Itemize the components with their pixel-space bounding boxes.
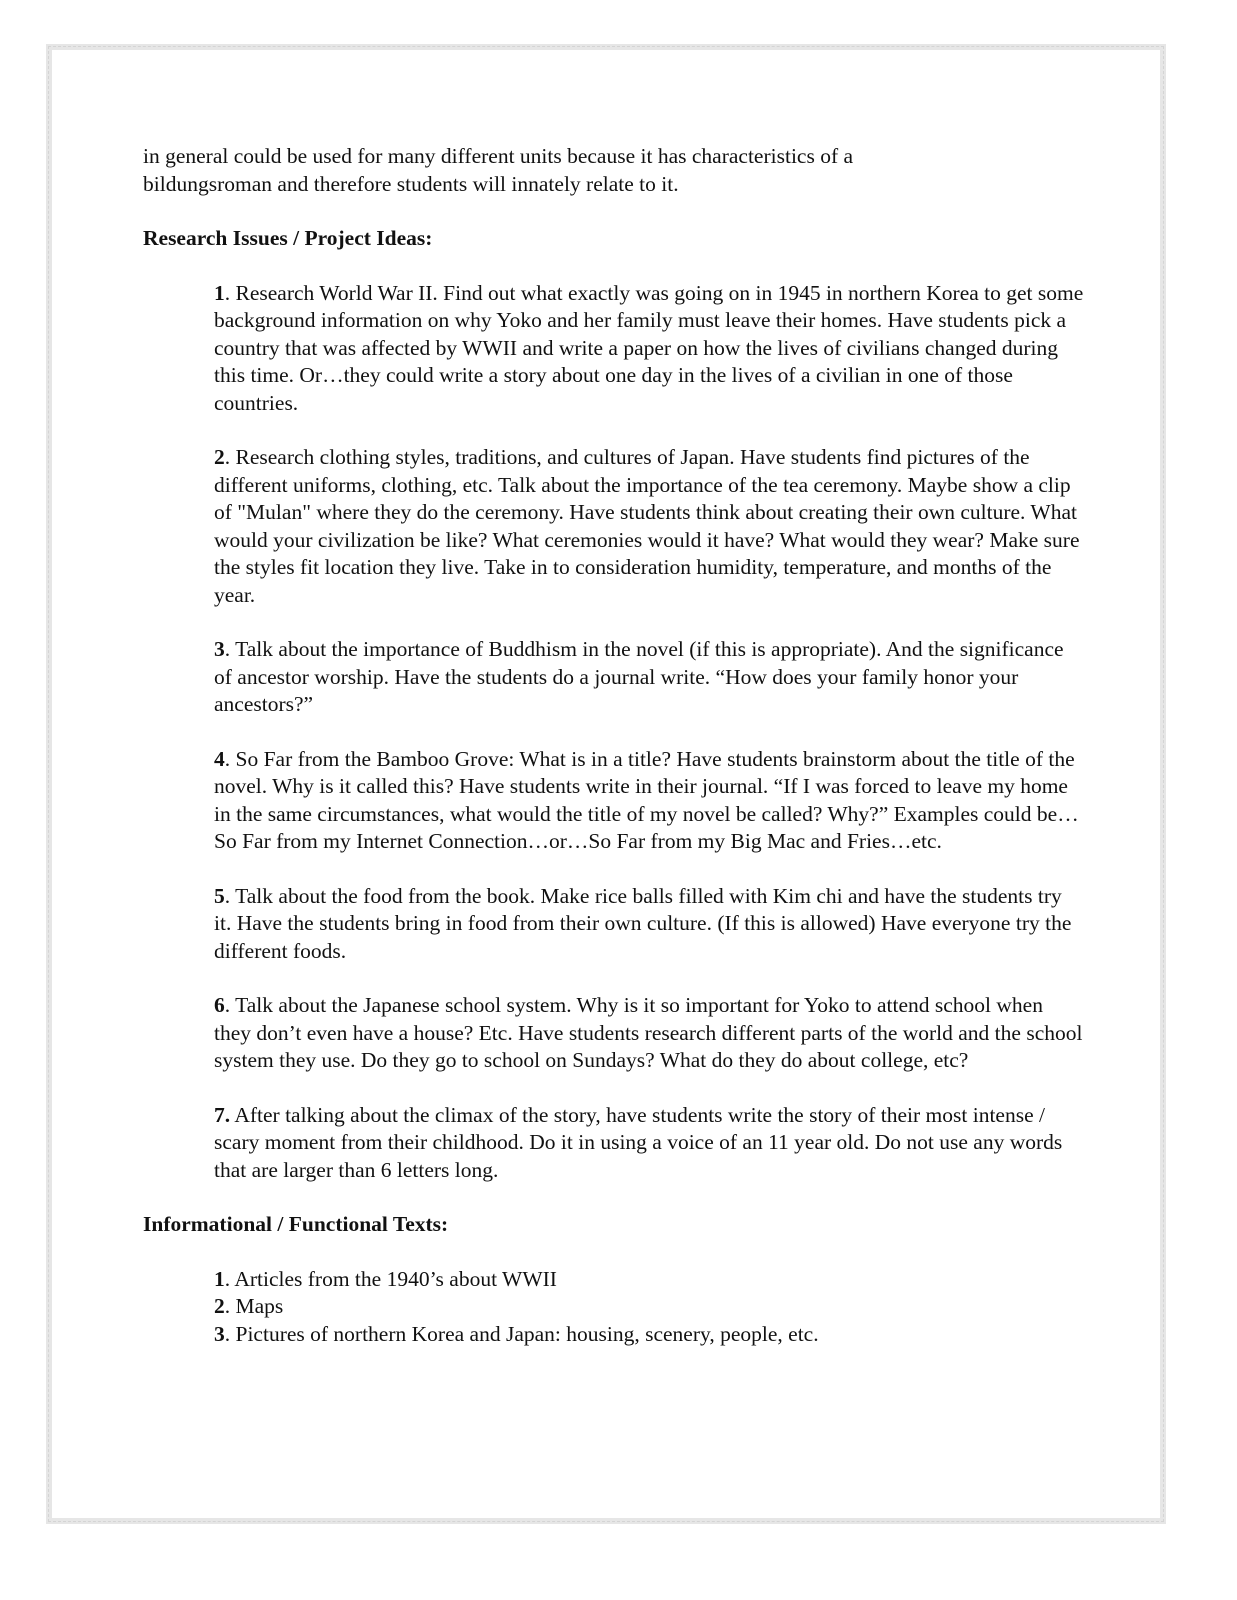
item-text: Articles from the 1940’s about WWII bbox=[234, 1266, 557, 1291]
item-number: 2 bbox=[214, 1294, 225, 1318]
item-number: 1 bbox=[214, 1266, 225, 1291]
list-item: 2. Maps bbox=[214, 1294, 284, 1318]
research-heading: Research Issues / Project Ideas: bbox=[143, 226, 433, 250]
informational-heading: Informational / Functional Texts: bbox=[143, 1212, 449, 1236]
list-item: 6. Talk about the Japanese school system. Why is it so important for Yoko to attend school when they don’t even have a house? Etc. Have students research different parts of the world and the school system they use. Do they go to school on Sundays? What do they do about college, etc? bbox=[214, 993, 1083, 1072]
list-item bbox=[214, 1102, 1084, 1185]
list-item: 2. Research clothing styles, traditions, and cultures of Japan. Have students find pictures of the different uniforms, clothing, etc. Talk about the importance of the tea ceremony. Maybe show a clip of "Mulan" where they do the ceremony. Have students think about creating their own culture. What would your civilization be like? What ceremonies would it have? What would they wear? Make sure the styles fit location they live. Take in to consideration humidity, temperature, and months of the year. bbox=[214, 445, 1080, 607]
item-text: Talk about the food from the book. Make rice balls filled with Kim chi and have the students try it. Have the students bring in food from their own culture. (If this is allowed) Have everyone try the different foods. bbox=[214, 883, 1072, 963]
document-body bbox=[143, 143, 1083, 1348]
list-item: 5. Talk about the food from the book. Make rice balls filled with Kim chi and have the students try it. Have the students bring in food from their own culture. (If this is allowed) Have everyone try the different foods. bbox=[214, 883, 1072, 963]
item-text: Maps bbox=[235, 1294, 284, 1318]
item-number: 6 bbox=[214, 993, 225, 1017]
informational-list bbox=[214, 1266, 1083, 1349]
item-number: 7. bbox=[214, 1102, 231, 1127]
research-list bbox=[214, 280, 1084, 1185]
intro-paragraph: in general could be used for many different units because it has characteristics of a bildungsroman and therefore students will innately relate to it. bbox=[143, 144, 854, 196]
list-item: 3. Pictures of northern Korea and Japan: housing, scenery, people, etc. bbox=[214, 1321, 819, 1346]
list-item: 4. So Far from the Bamboo Grove: What is in a title? Have students brainstorm about the title of the novel. Why is it called this? Have students write in their journal. “If I was forced to leave my home in the same circumstances, what would the title of my novel be called? Why?” Examples could be…So Far from my Internet Connection…or…So Far from my Big Mac and Fries…etc. bbox=[214, 746, 1079, 853]
item-number: 1 bbox=[214, 280, 225, 305]
item-text: After talking about the climax of the story, have students write the story of their most intense / scary moment from their childhood. Do it in using a voice of an 11 year old. Do not use any words that are larger than 6 letters long. bbox=[214, 1102, 1063, 1182]
list-item: 1. Articles from the 1940’s about WWII bbox=[214, 1266, 557, 1291]
item-text: Talk about the Japanese school system. Why is it so important for Yoko to attend school when they don’t even have a house? Etc. Have students research different parts of the world and the school system they use. Do they go to school on Sundays? What do they do about college, etc? bbox=[214, 993, 1083, 1072]
item-text: Research World War II. Find out what exactly was going on in 1945 in northern Korea to get some background information on why Yoko and her family must leave their homes. Have students pick a country that was affected by WWII and write a paper on how the lives of civilians changed during this time. Or…they could write a story about one day in the lives of a civilian in one of those countries. bbox=[214, 280, 1084, 415]
item-text: Talk about the importance of Buddhism in the novel (if this is appropriate). And the significance of ancestor worship. Have the students do a journal write. “How does your family honor your ancestors?” bbox=[214, 637, 1064, 716]
item-number: 2 bbox=[214, 445, 225, 469]
item-number: 5 bbox=[214, 883, 225, 908]
list-item: 1. Research World War II. Find out what exactly was going on in 1945 in northern Korea to get some background information on why Yoko and her family must leave their homes. Have students pick a country that was affected by WWII and write a paper on how the lives of civilians changed during this time. Or…they could write a story about one day in the lives of a civilian in one of those countries. bbox=[214, 280, 1084, 415]
item-text: Pictures of northern Korea and Japan: housing, scenery, people, etc. bbox=[235, 1321, 819, 1346]
item-text: Research clothing styles, traditions, and cultures of Japan. Have students find pictures of the different uniforms, clothing, etc. Talk about the importance of the tea ceremony. Maybe show a clip of "Mulan" where they do the ceremony. Have students think about creating their own culture. What would your civilization be like? What ceremonies would it have? What would they wear? Make sure the styles fit location they live. Take in to consideration humidity, temperature, and months of the year. bbox=[214, 445, 1080, 607]
item-text: So Far from the Bamboo Grove: What is in a title? Have students brainstorm about the title of the novel. Why is it called this? Have students write in their journal. “If I was forced to leave my home in the same circumstances, what would the title of my novel be called? Why?” Examples could be…So Far from my Internet Connection…or…So Far from my Big Mac and Fries…etc. bbox=[214, 746, 1079, 853]
item-number: 4 bbox=[214, 746, 225, 771]
item-number: 3 bbox=[214, 637, 225, 661]
item-number: 3 bbox=[214, 1321, 225, 1346]
list-item: 3. Talk about the importance of Buddhism in the novel (if this is appropriate). And the significance of ancestor worship. Have the students do a journal write. “How does your family honor your ancestors?” bbox=[214, 637, 1064, 716]
